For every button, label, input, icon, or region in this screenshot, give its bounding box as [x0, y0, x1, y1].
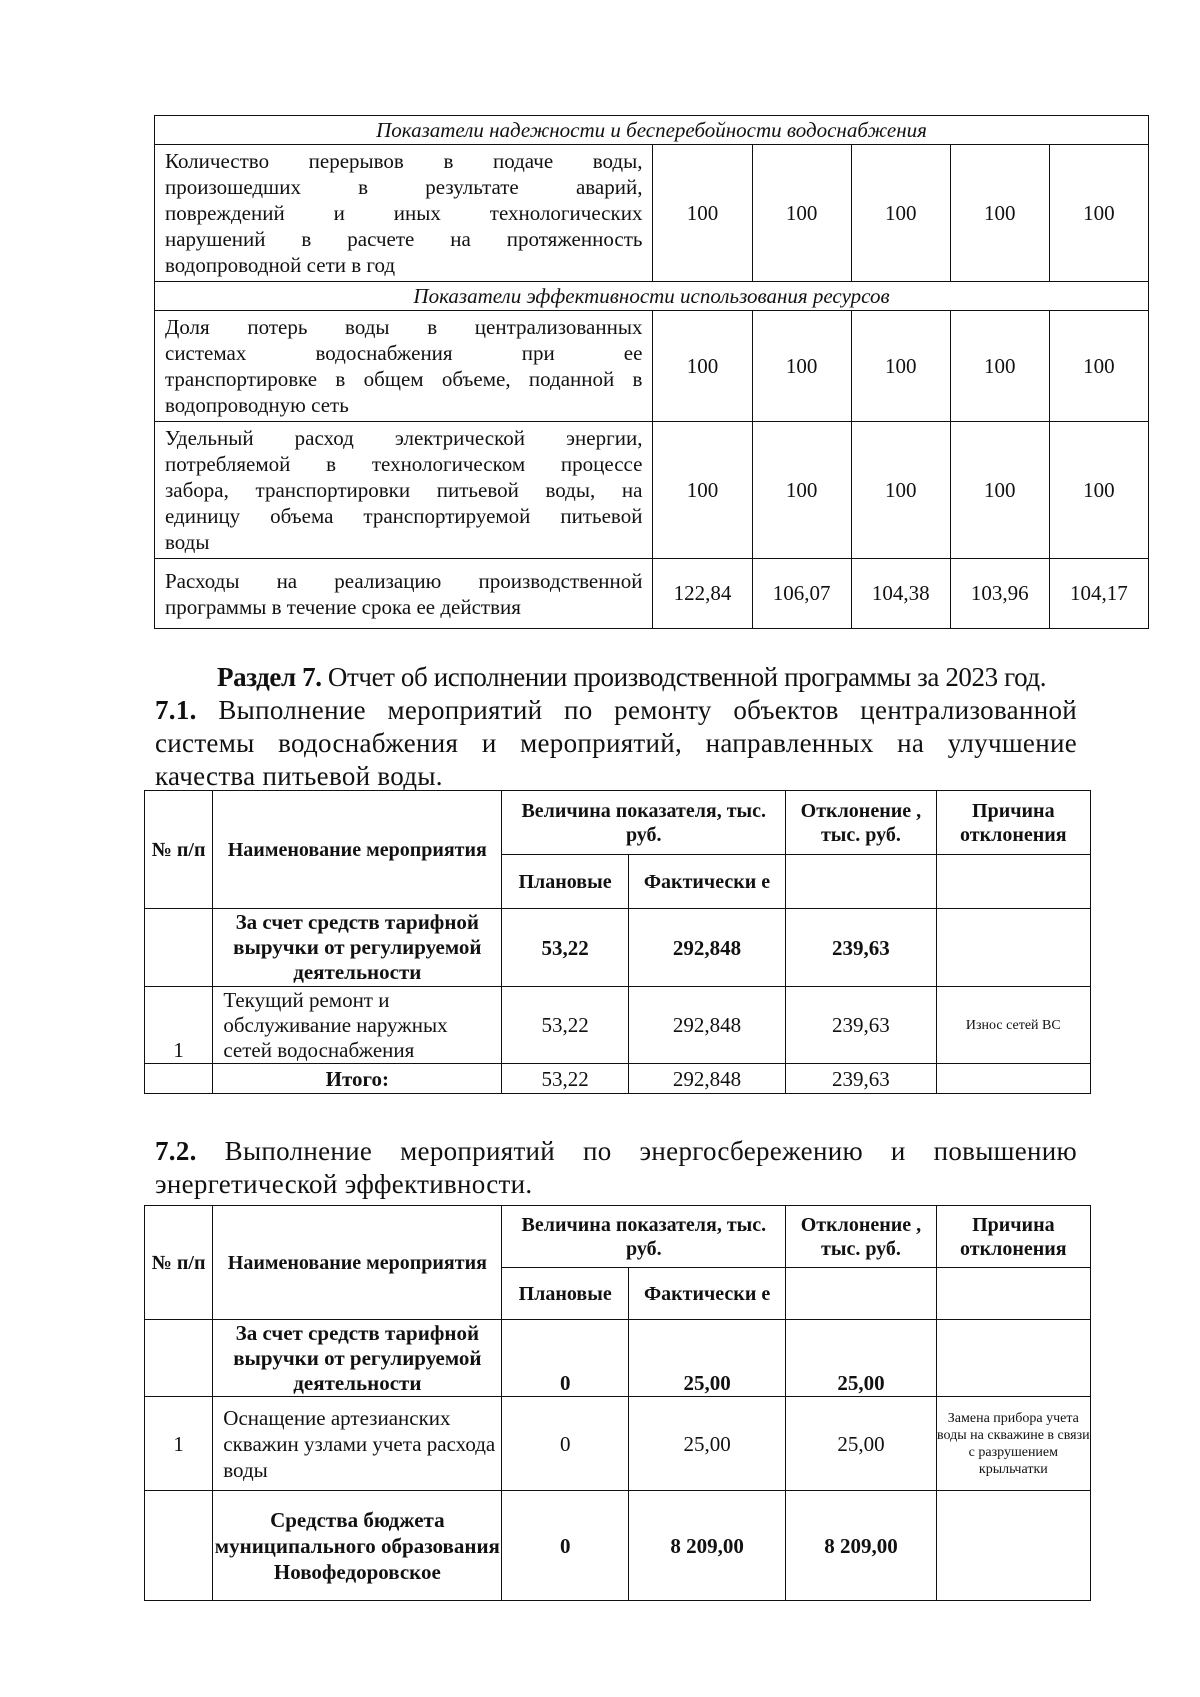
table-7-2 [144, 1205, 1091, 1601]
value-cell: 100 [653, 145, 752, 282]
cell-num: 1 [145, 987, 213, 1064]
header-deviation: Отклонение , тыс. руб. [786, 1206, 936, 1268]
indicator-line: нарушений в расчете на протяженность [165, 227, 643, 251]
paragraph-line [155, 694, 1077, 727]
section-7-text: Отчет об исполнении производственной программы за 2023 год. [321, 662, 1047, 692]
header-reason: Причина отклонения [936, 1206, 1090, 1268]
cell-num [145, 909, 213, 987]
indicator-name [155, 311, 653, 422]
header-empty [786, 855, 936, 909]
value-cell: 100 [851, 422, 950, 559]
value-cell: 103,96 [950, 559, 1049, 629]
table-row [145, 987, 1091, 1064]
table-row [145, 1491, 1091, 1601]
cell-fact: 292,848 [628, 909, 785, 987]
header-row [145, 791, 1091, 855]
indicator-line: повреждений и иных технологических [165, 201, 643, 225]
value-cell: 100 [950, 311, 1049, 422]
indicator-line: транспортировке в общем объеме, поданной в [165, 367, 643, 391]
cell-fact: 25,00 [628, 1397, 785, 1491]
table-row [145, 909, 1091, 987]
table-row [145, 1064, 1091, 1094]
cell-reason [936, 1064, 1090, 1094]
paragraph-line: энергетической эффективности. [155, 1169, 533, 1199]
table-7-1 [144, 790, 1091, 1094]
header-num: № п/п [145, 791, 213, 909]
paragraph-number: 7.1. [155, 695, 197, 725]
section-title-efficiency: Показатели эффективности использования ресурсов [155, 282, 1149, 311]
indicator-line: Количество перерывов в подаче воды, [165, 149, 643, 173]
indicator-name [155, 422, 653, 559]
paragraph-line [155, 1135, 1077, 1168]
cell-fact: 292,848 [628, 987, 785, 1064]
cell-name: Текущий ремонт и обслуживание наружных сетей водоснабжения [213, 987, 502, 1064]
cell-deviation: 239,63 [786, 987, 936, 1064]
value-cell: 100 [1049, 422, 1148, 559]
value-cell: 106,07 [752, 559, 851, 629]
cell-deviation: 239,63 [786, 1064, 936, 1094]
indicator-line: забора, транспортировки питьевой воды, на [165, 478, 643, 502]
paragraph-line: качества питьевой воды. [155, 761, 443, 791]
value-cell: 100 [851, 145, 950, 282]
cell-name: За счет средств тарифной выручки от регулируемой деятельности [213, 909, 502, 987]
header-value: Величина показателя, тыс. руб. [502, 1206, 786, 1268]
cell-name: Средства бюджета муниципального образования Новофедоровское [213, 1491, 502, 1601]
section-7-label: Раздел 7. [217, 662, 322, 692]
section-row-efficiency [155, 282, 1149, 311]
header-num: № п/п [145, 1206, 213, 1320]
value-cell: 100 [653, 311, 752, 422]
cell-fact: 25,00 [628, 1320, 785, 1397]
table-row [155, 311, 1149, 422]
paragraph-7-2 [155, 1135, 1077, 1201]
header-fact: Фактически е [628, 855, 785, 909]
header-row [145, 1206, 1091, 1268]
value-cell: 104,17 [1049, 559, 1148, 629]
cell-reason [936, 1320, 1090, 1397]
cell-fact: 292,848 [628, 1064, 785, 1094]
cell-name: За счет средств тарифной выручки от регулируемой деятельности [213, 1320, 502, 1397]
header-value: Величина показателя, тыс. руб. [502, 791, 786, 855]
table-row [155, 145, 1149, 282]
header-plan: Плановые [502, 1268, 629, 1320]
indicator-line: Расходы на реализацию производственной [165, 568, 643, 593]
cell-plan: 0 [502, 1491, 629, 1601]
indicator-line: водопроводную сеть [165, 393, 349, 417]
cell-reason [936, 1491, 1090, 1601]
table-row [145, 1320, 1091, 1397]
section-title-reliability: Показатели надежности и бесперебойности водоснабжения [155, 116, 1149, 145]
value-cell: 100 [1049, 311, 1148, 422]
indicator-name [155, 559, 653, 629]
indicator-line: потребляемой в технологическом процессе [165, 452, 643, 476]
cell-total-label: Итого: [213, 1064, 502, 1094]
header-name: Наименование мероприятия [213, 1206, 502, 1320]
value-cell: 104,38 [851, 559, 950, 629]
value-cell: 100 [653, 422, 752, 559]
paragraph-text: Выполнение мероприятий по ремонту объектов централизованной [196, 695, 1077, 725]
cell-deviation: 239,63 [786, 909, 936, 987]
header-empty [786, 1268, 936, 1320]
cell-num [145, 1320, 213, 1397]
cell-plan: 53,22 [502, 987, 629, 1064]
cell-reason [936, 909, 1090, 987]
indicator-line: системах водоснабжения при ее [165, 341, 643, 365]
header-deviation: Отклонение , тыс. руб. [786, 791, 936, 855]
cell-plan: 0 [502, 1320, 629, 1397]
table-row [155, 559, 1149, 629]
paragraph-number: 7.2. [155, 1136, 197, 1166]
value-cell: 100 [950, 422, 1049, 559]
cell-reason: Износ сетей ВС [936, 987, 1090, 1064]
indicator-line: воды [165, 530, 210, 554]
paragraph-text: Выполнение мероприятий по энергосбережению и повышению [196, 1136, 1077, 1166]
section-7-title [217, 660, 1046, 694]
indicator-line: Удельный расход электрической энергии, [165, 426, 643, 450]
value-cell: 100 [752, 311, 851, 422]
indicator-line: произошедших в результате аварий, [165, 175, 643, 199]
cell-name: Оснащение артезианских скважин узлами учета расхода воды [213, 1397, 502, 1491]
cell-deviation: 25,00 [786, 1397, 936, 1491]
table-row [145, 1397, 1091, 1491]
value-cell: 100 [950, 145, 1049, 282]
header-fact: Фактически е [628, 1268, 785, 1320]
indicator-line: Доля потерь воды в централизованных [165, 315, 643, 339]
header-reason: Причина отклонения [936, 791, 1090, 855]
cell-num [145, 1491, 213, 1601]
cell-deviation: 25,00 [786, 1320, 936, 1397]
value-cell: 100 [752, 145, 851, 282]
header-empty [936, 855, 1090, 909]
header-name: Наименование мероприятия [213, 791, 502, 909]
indicators-table [154, 115, 1149, 629]
value-cell: 100 [752, 422, 851, 559]
indicator-name [155, 145, 653, 282]
cell-plan: 53,22 [502, 1064, 629, 1094]
cell-reason: Замена прибора учета воды на скважине в связи с разрушением крыльчатки [936, 1397, 1090, 1491]
indicator-line: единицу объема транспортируемой питьевой [165, 504, 643, 528]
value-cell: 100 [1049, 145, 1148, 282]
cell-deviation: 8 209,00 [786, 1491, 936, 1601]
header-empty [936, 1268, 1090, 1320]
indicator-line: водопроводной сети в год [165, 253, 396, 277]
table-row [155, 422, 1149, 559]
cell-num: 1 [145, 1397, 213, 1491]
value-cell: 100 [851, 311, 950, 422]
cell-fact: 8 209,00 [628, 1491, 785, 1601]
cell-num [145, 1064, 213, 1094]
cell-plan: 0 [502, 1397, 629, 1491]
paragraph-7-1 [155, 694, 1077, 793]
section-row-reliability [155, 116, 1149, 145]
header-plan: Плановые [502, 855, 629, 909]
cell-plan: 53,22 [502, 909, 629, 987]
paragraph-line: системы водоснабжения и мероприятий, направленных на улучшение [155, 728, 1077, 758]
indicator-line: программы в течение срока ее действия [165, 594, 521, 619]
value-cell: 122,84 [653, 559, 752, 629]
